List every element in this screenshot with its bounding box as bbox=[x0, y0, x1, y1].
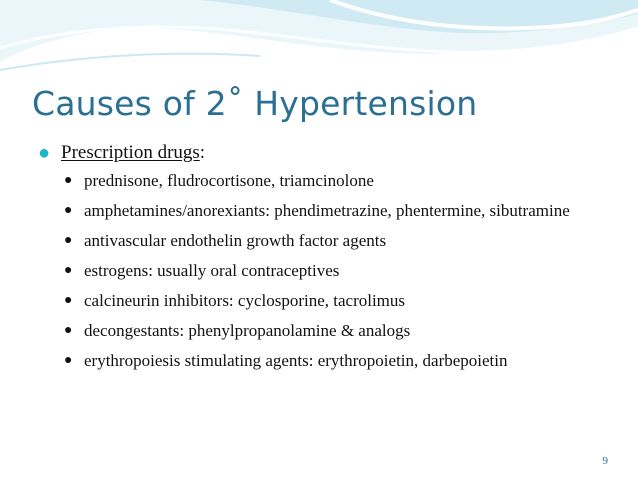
bullet-icon: ● bbox=[64, 203, 73, 218]
slide-title: Causes of 2˚ Hypertension bbox=[32, 84, 478, 123]
sub-bullet-list bbox=[38, 170, 618, 371]
bullet-icon: ● bbox=[64, 293, 73, 308]
list-item: ● amphetamines/anorexiants: phendimetrazine, phentermine, sibutramine bbox=[64, 201, 570, 220]
list-item: ● decongestants: phenylpropanolamine & analogs bbox=[64, 321, 411, 340]
bullet-icon: ● bbox=[64, 263, 73, 278]
list-item: ● estrogens: usually oral contraceptives bbox=[64, 261, 340, 280]
bullet-icon: ● bbox=[64, 233, 73, 248]
main-bullet bbox=[38, 140, 618, 166]
teal-bullet-icon: ● bbox=[38, 142, 51, 164]
header-wave-decoration bbox=[0, 0, 638, 80]
bullet-icon: ● bbox=[64, 173, 73, 188]
main-bullet-text bbox=[61, 140, 205, 166]
list-item: ● prednisone, fludrocortisone, triamcinolone bbox=[64, 171, 374, 190]
page-number: 9 bbox=[602, 455, 608, 467]
list-item: ● antivascular endothelin growth factor agents bbox=[64, 231, 387, 250]
list-item: ● erythropoiesis stimulating agents: erythropoietin, darbepoietin bbox=[64, 351, 508, 370]
main-bullet-suffix: : bbox=[199, 142, 206, 163]
main-bullet-label: Prescription drugs bbox=[61, 142, 200, 163]
bullet-content bbox=[38, 140, 618, 380]
bullet-icon: ● bbox=[64, 353, 73, 368]
bullet-icon: ● bbox=[64, 323, 73, 338]
list-item: ● calcineurin inhibitors: cyclosporine, tacrolimus bbox=[64, 291, 406, 310]
